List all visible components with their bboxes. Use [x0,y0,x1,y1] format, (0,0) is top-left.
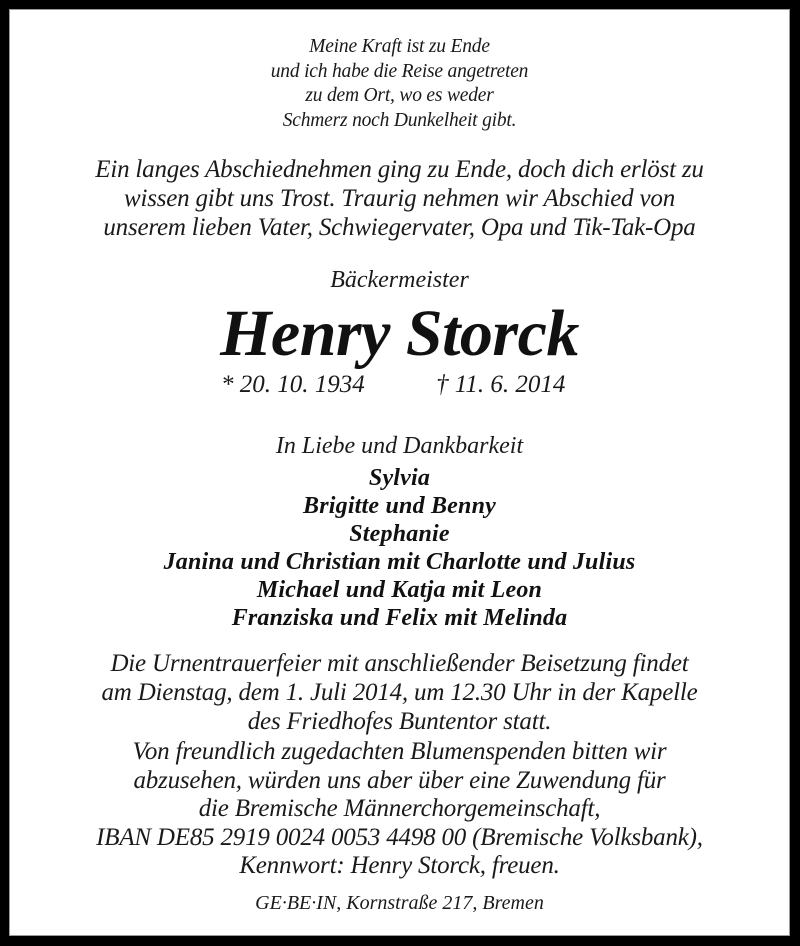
family-member: Janina und Christian mit Charlotte und Julius [163,549,636,575]
family-member: Brigitte und Benny [303,493,496,519]
ceremony-line: Die Urnentrauerfeier mit anschließender Beisetzung findet [110,650,689,677]
profession: Bäckermeister [330,267,469,293]
donation-line: abzusehen, würden uns aber über eine Zuwendung für [133,766,666,794]
birth-date: * 20. 10. 1934 [221,371,365,398]
intro-line: unserem lieben Vater, Schwiegervater, Opa und Tik-Tak-Opa [103,214,696,241]
ceremony-line: des Friedhofes Buntentor statt. [247,708,552,735]
donation-info [9,738,790,881]
ceremony-info [9,649,790,736]
family-member: Franziska und Felix mit Melinda [231,605,568,631]
death-date: † 11. 6. 2014 [436,371,566,398]
donation-line: Von freundlich zugedachten Blumenspenden bitten wir [132,738,667,765]
donation-line: IBAN DE85 2919 0024 0053 4498 00 (Bremische Volksbank), [96,823,703,851]
ceremony-line: am Dienstag, dem 1. Juli 2014, um 12.30 Uhr in der Kapelle [101,679,698,706]
donation-line: Kennwort: Henry Storck, freuen. [239,852,560,879]
intro-line: Ein langes Abschiednehmen ging zu Ende, doch dich erlöst zu [95,156,704,183]
donation-line: die Bremische Männerchorgemeinschaft, [198,795,601,822]
family-member: Michael und Katja mit Leon [256,577,543,603]
obituary-notice [9,9,790,936]
deceased-name: Henry Storck [220,297,579,370]
family-member: Sylvia [368,465,431,491]
funeral-home-footer: GE·BE·IN, Kornstraße 217, Bremen [255,892,544,914]
intro-text [9,155,790,242]
intro-line: wissen gibt uns Trost. Traurig nehmen wir Abschied von [123,185,676,212]
poem-verse [9,35,790,133]
dedication: In Liebe und Dankbarkeit [275,433,524,459]
poem-line: Schmerz noch Dunkelheit gibt. [282,109,517,131]
family-list [9,464,790,632]
poem-line: zu dem Ort, wo es weder [305,85,494,106]
poem-line: Meine Kraft ist zu Ende [309,36,490,57]
poem-line: und ich habe die Reise angetreten [270,60,529,82]
family-member: Stephanie [349,521,450,547]
